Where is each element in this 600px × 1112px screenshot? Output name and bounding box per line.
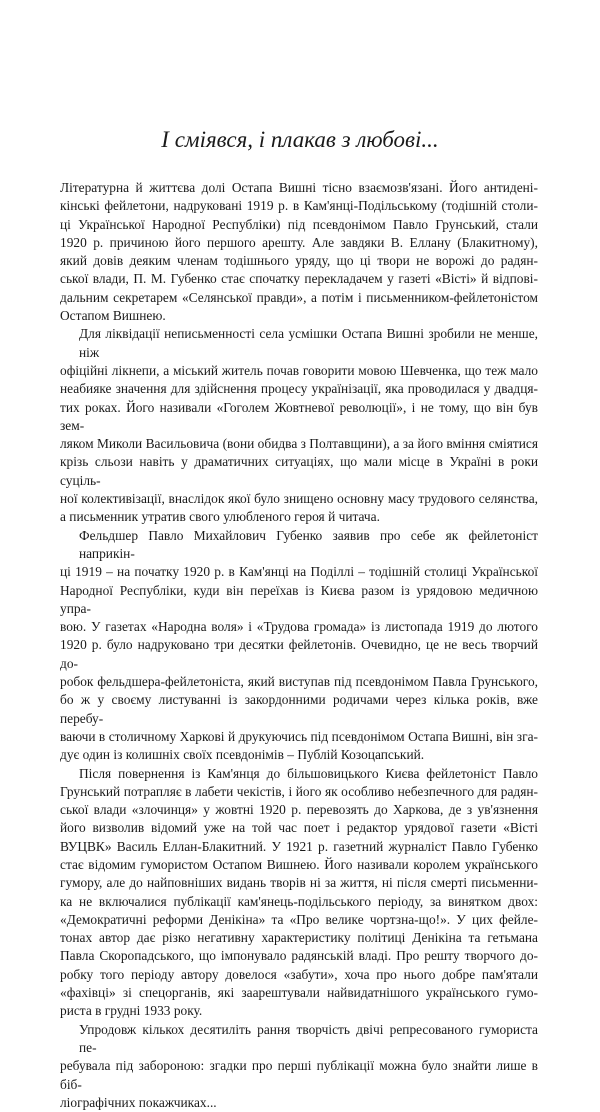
text-line: ляком Миколи Васильовича (вони обидва з Полтавщини), а за його вміння сміятися: [60, 436, 538, 452]
text-line: ці Української Народної Республіки) під псевдонімом Павло Грунський, стали: [60, 216, 538, 232]
text-line: «фахівці» зі спецорганів, які заарештували найвидатнішого українського гумо-: [60, 985, 538, 1001]
paragraph: [60, 765, 538, 1021]
text-line: Грунський потрапляє в лабети чекістів, і його як особливо небезпечного для радян-: [60, 783, 538, 799]
text-line: Після повернення із Кам'янця до більшовицького Києва фейлетоніст Павло: [79, 765, 538, 781]
text-line: Павла Скоропадського, що імпонувало радянській владі. Про решту творчого до-: [60, 948, 538, 964]
text-line: тонах автор дає різко негативну характеристику політиці Денікіна та гетьмана: [60, 930, 538, 946]
text-line: ської влади, П. М. Губенко стає спочатку перекладачем у газеті «Вісті» й відпові-: [60, 271, 538, 287]
text-line: Літературна й життєва долі Остапа Вишні тісно взаємозв'язані. Його антидені-: [60, 180, 538, 195]
text-line: бо ж у своєму листуванні із закордонними родичами через кілька років, вже перебу-: [60, 692, 538, 726]
text-line: ВУЦВК» Василь Еллан-Блакитний. У 1921 р. газетний журналіст Павло Губенко: [60, 838, 538, 854]
text-line: ці 1919 – на початку 1920 р. в Кам'янці на Поділлі – тодішній столиці Української: [60, 564, 538, 580]
chapter-title: І сміявся, і плакав з любові...: [161, 127, 439, 152]
text-line: а письменник утратив свого улюбленого героя й читача.: [60, 509, 380, 525]
text-line: неабияке значення для здійснення процесу українізації, яка проводилася у двадця-: [60, 381, 538, 397]
paragraph: [60, 179, 538, 325]
text-line: ваючи в столичному Харкові й друкуючись під псевдонімом Остапа Вишні, він зга-: [60, 728, 538, 744]
text-line: дальним секретарем «Селянської правди», а потім і письменником-фейлетоністом: [60, 289, 538, 305]
text-line: ка не включалися публікації кам'янець-подільського періоду, за винятком двох:: [60, 893, 538, 909]
text-line: робку того періоду автору довелося «забути», хоча про нього добре пам'ятали: [60, 966, 538, 982]
text-line: тих роках. Його називали «Гоголем Жовтневої революції», і не тому, що він був зем-: [60, 399, 538, 433]
text-line: Упродовж кількох десятиліть рання творчість двічі репресованого гумориста пе-: [79, 1021, 538, 1055]
text-line: дує один із колишніх своїх псевдонімів – Публій Козоцапський.: [60, 747, 425, 763]
paragraph: [60, 527, 538, 765]
text-line: Остапом Вишнею.: [60, 308, 166, 324]
text-line: ської влади «злочинця» у жовтні 1920 р. перевозять до Харкова, де з ув'язнення: [60, 802, 538, 818]
text-line: робок фельдшера-фейлетоніста, який виступав під псевдонімом Павла Грунського,: [60, 674, 538, 690]
text-line: ліографічних покажчиках...: [60, 1094, 217, 1110]
text-line: стає відомим гумористом Остапом Вишнею. Його називали королем українського: [60, 856, 538, 872]
text-line: риста в грудні 1933 року.: [60, 1003, 203, 1019]
text-line: Для ліквідації неписьменності села усмішки Остапа Вишні зробили не менше, ніж: [79, 326, 538, 360]
paragraph: [60, 1021, 538, 1112]
text-line: його визволив відомий уже на той час поет і редактор урядової газети «Вісті: [60, 820, 538, 836]
text-line: ребувала під забороною: згадки про перші публікації можна було знайти лише в біб-: [60, 1058, 538, 1092]
text-line: 1920 р. було надруковано три десятки фейлетонів. Очевидно, це не весь творчий до-: [60, 637, 538, 671]
text-body: [60, 179, 538, 1112]
text-line: вою. У газетах «Народна воля» і «Трудова громада» із листопада 1919 до лютого: [60, 619, 538, 635]
text-line: «Демократичні реформи Денікіна» та «Про велике чортзна-що!». У цих фейле-: [60, 911, 538, 927]
text-line: Народної Республіки, куди він переїхав із Києва разом із урядовою медичною упра-: [60, 582, 538, 616]
text-line: який довів деяким членам тодішнього уряду, що ці твори не ворожі до радян-: [60, 253, 538, 269]
paragraph: [60, 325, 538, 526]
text-line: кінські фейлетони, надруковані 1919 р. в Кам'янці-Подільському (тодішній столи-: [60, 198, 538, 214]
text-line: офіційні лікнепи, а міський житель почав говорити мовою Шевченка, що теж мало: [60, 362, 538, 378]
text-line: 1920 р. причиною його першого арешту. Але завдяки В. Еллану (Блакитному),: [60, 234, 538, 250]
text-line: гумору, але до найповніших видань творів ні за життя, ні після смерті письменни-: [60, 875, 538, 891]
text-line: ної колективізації, внаслідок якої було знищено основну масу трудового селянства,: [60, 491, 538, 507]
text-line: крізь сльози навіть у драматичних ситуаціях, що мали місце в Україні в роки суціль-: [60, 454, 538, 488]
text-line: Фельдшер Павло Михайлович Губенко заявив про себе як фейлетоніст наприкін-: [79, 527, 538, 561]
